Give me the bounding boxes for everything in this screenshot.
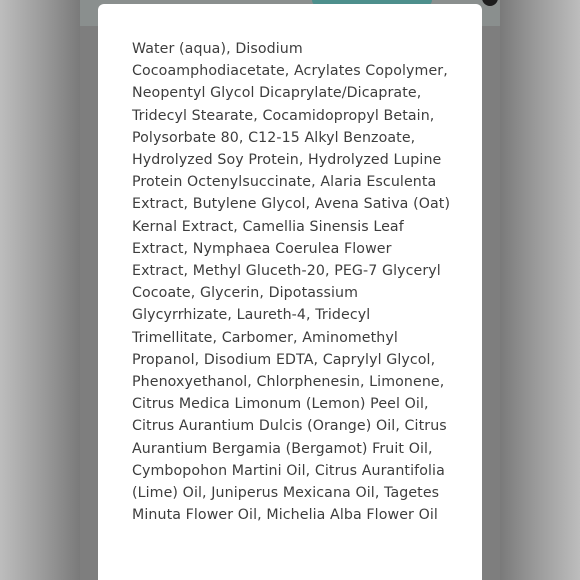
ingredients-modal (98, 4, 482, 580)
backdrop-vignette-right (500, 0, 580, 580)
ingredients-list-text: Water (aqua), Disodium Cocoamphodiacetate, Acrylates Copolymer, Neopentyl Glycol Dicaprylate/Dicaprate, Tridecyl Stearate, Cocamidopropyl Betain, Polysorbate 80, C12-15 Alkyl Benzoate, Hydrolyzed Soy Protein, Hydrolyzed Lupine Protein Octenylsuccinate, Alaria Esculenta Extract, Butylene Glycol, Avena Sativa (Oat) Kernal Extract, Camellia Sinensis Leaf Extract, Nymphaea Coerulea Flower Extract, Methyl Gluceth-20, PEG-7 Glyceryl Cocoate, Glycerin, Dipotassium Glycyrrhizate, Laureth-4, Tridecyl Trimellitate, Carbomer, Aminomethyl Propanol, Disodium EDTA, Caprylyl Glycol, Phenoxyethanol, Chlorphenesin, Limonene, Citrus Medica Limonum (Lemon) Peel Oil, Citrus Aurantium Dulcis (Orange) Oil, Citrus Aurantium Bergamia (Bergamot) Fruit Oil, Cymbopohon Martini Oil, Citrus Aurantifolia (Lime) Oil, Juniperus Mexicana Oil, Tagetes Minuta Flower Oil, Michelia Alba Flower Oil (132, 41, 451, 524)
backdrop-vignette-left (0, 0, 80, 580)
